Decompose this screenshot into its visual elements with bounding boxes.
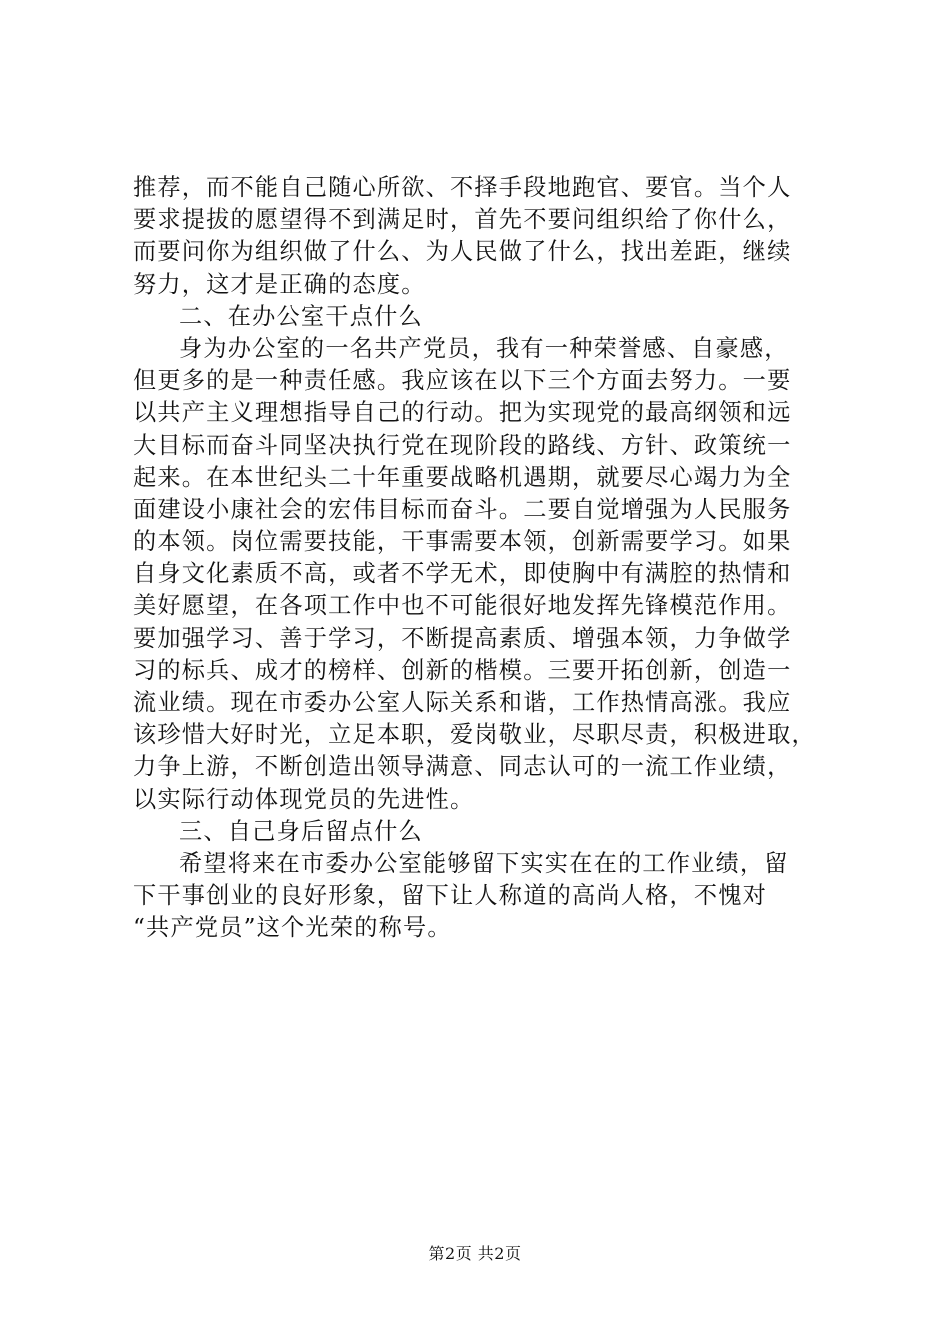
text-line: 努力，这才是正确的态度。: [133, 270, 426, 298]
text-line: 身为办公室的一名共产党员，我有一种荣誉感、自豪感，: [179, 334, 789, 362]
text-line: 力争上游，不断创造出领导满意、同志认可的一流工作业绩，: [133, 753, 792, 781]
text-line: 流业绩。现在市委办公室人际关系和谐，工作热情高涨。我应: [133, 689, 792, 716]
text-line: 起来。在本世纪头二十年重要战略机遇期，就要尽心竭力为全: [133, 463, 792, 491]
text-line: 以共产主义理想指导自己的行动。把为实现党的最高纲领和远: [133, 399, 792, 427]
section-heading: 三、自己身后留点什么: [179, 817, 423, 845]
text-line: 下干事创业的良好形象，留下让人称道的高尚人格，不愧对: [133, 882, 768, 910]
text-line: “共产党员”这个光荣的称号。: [133, 914, 452, 942]
text-line: 要加强学习、善于学习，不断提高素质、增强本领，力争做学: [133, 624, 792, 652]
text-line: 大目标而奋斗同坚决执行党在现阶段的路线、方针、政策统一: [133, 431, 792, 459]
text-line: 以实际行动体现党员的先进性。: [133, 785, 475, 813]
document-body: [133, 172, 853, 945]
text-line: 习的标兵、成才的榜样、创新的楷模。三要开拓创新，创造一: [133, 656, 792, 684]
text-line: 希望将来在市委办公室能够留下实实在在的工作业绩，留: [179, 849, 789, 877]
text-line: 自身文化素质不高，或者不学无术，即使胸中有满腔的热情和: [133, 560, 792, 588]
text-line: 要求提拔的愿望得不到满足时，首先不要问组织给了你什么，: [133, 206, 792, 234]
text-line: 美好愿望，在各项工作中也不可能很好地发挥先锋模范作用。: [133, 592, 792, 620]
text-line: 面建设小康社会的宏伟目标而奋斗。二要自觉增强为人民服务: [133, 495, 792, 523]
text-line: 该珍惜大好时光，立足本职，爱岗敬业，尽职尽责，积极进取，: [133, 721, 816, 749]
text-line: 但更多的是一种责任感。我应该在以下三个方面去努力。一要: [133, 367, 792, 395]
text-line: 而要问你为组织做了什么、为人民做了什么，找出差距，继续: [133, 238, 792, 266]
section-heading: 二、在办公室干点什么: [179, 302, 423, 330]
page-number-footer: 第2页 共2页: [428, 1244, 522, 1263]
text-line: 推荐，而不能自己随心所欲、不择手段地跑官、要官。当个人: [133, 174, 792, 201]
text-line: 的本领。岗位需要技能，干事需要本领，创新需要学习。如果: [133, 528, 792, 556]
